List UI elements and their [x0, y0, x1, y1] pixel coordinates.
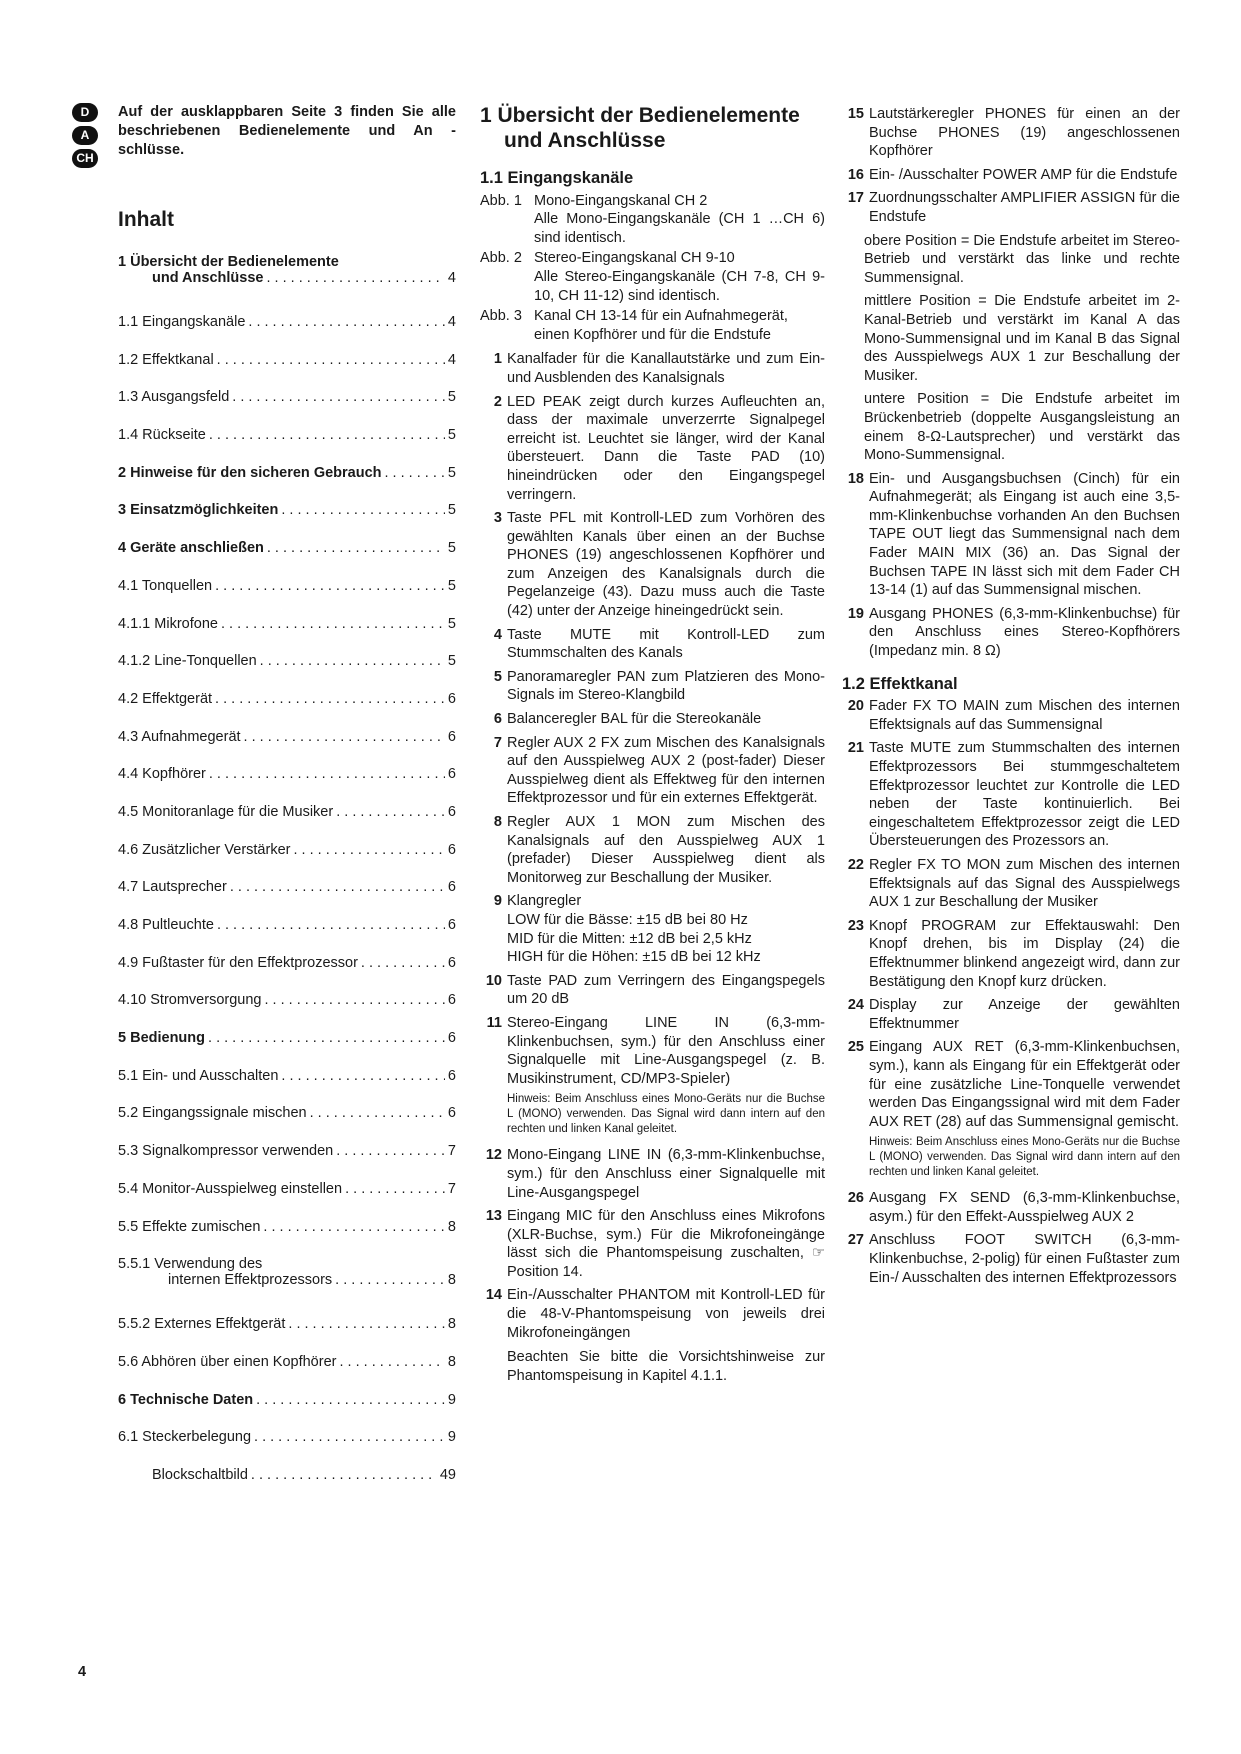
toc-page: 8 [447, 1272, 456, 1289]
toc-page: 5 [447, 464, 456, 481]
list-item [842, 1038, 1180, 1184]
toc-dots [244, 729, 445, 745]
item-text [869, 189, 1180, 226]
figure-caption [534, 307, 825, 344]
toc-dots [215, 691, 445, 707]
toc-title: Inhalt [118, 208, 174, 231]
toc-entry-label: 4.7 Lautsprecher [118, 879, 227, 896]
toc-page: 6 [447, 1067, 456, 1084]
toc-dots [267, 540, 445, 556]
figure-entry [480, 307, 825, 344]
list-item [480, 1286, 825, 1385]
toc-entry [118, 1429, 456, 1467]
toc-page: 6 [447, 1105, 456, 1122]
item-body: Fader FX TO MAIN zum Mischen des internen Effektsignals auf das Summensignal [869, 698, 1180, 733]
toc-entry-line [118, 1272, 456, 1288]
item-body: Kanalfader für die Kanallautstärke und zum Ein- und Ausblenden des Kanalsignals [507, 351, 825, 386]
list-item [842, 470, 1180, 600]
item-list [480, 350, 825, 1385]
item-number: 9 [493, 893, 502, 910]
toc-dots [385, 465, 445, 481]
item-body: Balanceregler BAL für die Stereokanäle [507, 711, 762, 728]
item-body: Regler AUX 2 FX zum Mischen des Kanalsignals auf den Ausspielweg AUX 2 (post-fader) Dieser Ausspielweg dient als Effektweg für den internen Effektprozessor und für ein externes Effektgerät. [507, 734, 825, 807]
toc-entry [118, 465, 456, 503]
toc-entry [118, 729, 456, 767]
toc-entry-label: 6.1 Steckerbelegung [118, 1429, 252, 1446]
toc-entry-label: 4.3 Aufnahmegerät [118, 728, 241, 745]
list-item [480, 1014, 825, 1141]
toc-entry-label: 3 Einsatzmöglichkeiten [118, 502, 279, 519]
item-body: Taste MUTE mit Kontroll-LED zum Stummschalten des Kanals [507, 626, 825, 662]
toc-entry-label: 5 Bedienung [118, 1030, 206, 1047]
toc-entry-label: 4.2 Effektgerät [118, 690, 213, 707]
toc-page: 6 [447, 917, 456, 933]
list-item [480, 892, 825, 966]
toc-entry-label: 4.4 Kopfhörer [118, 766, 206, 783]
item-text [869, 1189, 1180, 1226]
list-item [480, 350, 825, 387]
item-body: Panoramaregler PAN zum Platzieren des Mono-Signals im Stereo-Klangbild [507, 668, 825, 704]
toc-page: 5 [447, 502, 456, 519]
item-number: 4 [493, 626, 502, 643]
item-body: Taste PFL mit Kontroll-LED zum Vorhören des gewählten Kanals über einen an der Buchse PHONES (19) angeschlossenen Kopfhörer und zum Anzeigen des Kanalsignals durch die Pegelanzeige (43). Dazu muss auch die Taste (42) unter der Anzeige hineingedrückt sein. [507, 510, 825, 620]
toc-entry-label: 1.3 Ausgangsfeld [118, 389, 230, 406]
toc-dots [217, 352, 445, 368]
toc-entry [118, 992, 456, 1030]
toc-dots [215, 578, 445, 594]
item-body: Klangregler [507, 893, 582, 910]
item-list [842, 470, 1180, 661]
toc-dots [217, 917, 445, 933]
toc-entry-label: 6 Technische Daten [118, 1391, 254, 1408]
toc-page: 6 [447, 766, 456, 783]
item-number: 13 [485, 1208, 502, 1225]
list-item [842, 917, 1180, 991]
toc-page: 6 [447, 992, 456, 1009]
item-body: Display zur Anzeige der gewählten Effektnummer [869, 997, 1180, 1032]
switch-position: mittlere Position = Die Endstufe arbeitet im 2-Kanal-Betrieb und verstärkt im Kanal A das Mono-Summensignal und im Kanal B das Signal des Ausspielwegs AUX 1 zur Beschallung der Musiker. [864, 293, 1180, 384]
toc-page: 6 [447, 1030, 456, 1047]
toc-dots [256, 1392, 445, 1408]
toc-page: 9 [447, 1391, 456, 1408]
item-body: Taste MUTE zum Stummschalten des internen Effektprozessors Bei stummgeschaltetem Effektprozessor leuchtet zur Kontrolle die LED neben der Taste kontinuierlich. Bei eingeschaltetem Effektprozessor zeigt die LED Übersteuerungen des Prozessors an. [869, 740, 1180, 850]
toc-entry-label: 1 Übersicht der Bedienelemente [118, 254, 339, 270]
item-text [869, 996, 1180, 1033]
toc-page: 9 [447, 1429, 456, 1446]
item-number: 2 [493, 393, 502, 410]
switch-positions [842, 232, 1180, 465]
item-number: 26 [847, 1190, 864, 1207]
item-number: 3 [493, 510, 502, 527]
toc-dots [361, 955, 445, 971]
toc-entry-label: 2 Hinweise für den sicheren Gebrauch [118, 464, 382, 481]
toc-entry [118, 766, 456, 804]
toc-page: 4 [447, 270, 456, 286]
toc-entry [118, 427, 456, 465]
toc-page: 6 [447, 954, 456, 971]
figure-number: Abb. 2 [480, 250, 522, 267]
toc-entry-label: 5.1 Ein- und Ausschalten [118, 1067, 279, 1084]
toc-entry [118, 1219, 456, 1257]
toc-entry-label: 5.4 Monitor-Ausspielweg einstellen [118, 1180, 343, 1197]
list-item [480, 626, 825, 663]
toc-entry-label: 4.9 Fußtaster für den Effektprozessor [118, 954, 358, 971]
toc-entry [118, 502, 456, 540]
item-body: Eingang MIC für den Anschluss eines Mikrofons (XLR-Buchse, sym.) Für die Mikrofoneingänge lässt sich die Phantomspeisung zuschalten, ☞ Position 14. [507, 1208, 825, 1280]
item-number: 6 [493, 711, 502, 728]
item-line: LOW für die Bässe: ±15 dB bei 80 Hz [507, 911, 748, 928]
toc-page: 7 [447, 1143, 456, 1160]
toc-dots [281, 1068, 445, 1084]
list-item [842, 697, 1180, 734]
intro-text: Auf der ausklappbaren Seite 3 finden Sie alle beschriebenen Bedienelemente und An - schlüsse. [118, 104, 456, 158]
list-item [842, 856, 1180, 912]
item-number: 8 [493, 814, 502, 830]
toc-entry-label: 4.1 Tonquellen [118, 577, 213, 594]
toc-dots [209, 427, 445, 443]
toc-dots [336, 804, 445, 820]
toc-dots [221, 616, 445, 632]
item-text [869, 605, 1180, 661]
toc-entry-label: 5.5.1 Verwendung des [118, 1256, 263, 1273]
toc-entry-label: 4.8 Pultleuchte [118, 917, 214, 933]
item-body: Ein-/Ausschalter PHANTOM mit Kontroll-LED für die 48-V-Phantomspeisung von jeweils drei Mikrofoneingängen [507, 1287, 825, 1341]
list-item [842, 605, 1180, 661]
toc-entry-label: 4.5 Monitoranlage für die Musiker [118, 803, 334, 820]
toc-entry-label: 5.2 Eingangssignale mischen [118, 1105, 307, 1122]
item-text [869, 1038, 1180, 1184]
toc-entry [118, 1467, 456, 1505]
toc-dots [208, 1030, 445, 1046]
toc-entry [118, 540, 456, 578]
item-text [507, 813, 825, 887]
toc-page: 8 [447, 1218, 456, 1235]
toc-dots [260, 653, 445, 669]
list-item [480, 668, 825, 705]
item-text [507, 626, 825, 663]
item-number: 5 [493, 668, 502, 685]
toc-entry-label: 5.5.2 Externes Effektgerät [118, 1316, 286, 1333]
figure-number: Abb. 1 [480, 192, 522, 209]
item-body: Lautstärkeregler PHONES für einen an der Buchse PHONES (19) angeschlossenen Kopfhörer [869, 106, 1180, 160]
toc-page: 8 [447, 1353, 456, 1370]
toc-dots [281, 502, 445, 518]
switch-position: obere Position = Die Endstufe arbeitet im Stereo-Betrieb und verstärkt das linke und rechte Summensignal. [864, 232, 1180, 286]
item-number: 15 [847, 106, 864, 122]
toc-page: 5 [447, 577, 456, 594]
toc-entry [118, 1354, 456, 1392]
item-text [869, 166, 1180, 185]
toc-entry-label: 4.1.1 Mikrofone [118, 615, 218, 632]
toc-page: 6 [447, 690, 456, 707]
item-number: 25 [847, 1039, 864, 1056]
item-number: 16 [847, 166, 864, 183]
item-text [869, 697, 1180, 734]
list-item [480, 710, 825, 729]
item-body: Ausgang FX SEND (6,3-mm-Klinkenbuchse, asym.) für den Effekt-Ausspielweg AUX 2 [869, 1190, 1180, 1225]
toc-page: 49 [439, 1466, 456, 1483]
figure-caption [534, 192, 825, 248]
section-1-column [480, 103, 825, 1390]
toc-page: 6 [447, 879, 456, 896]
badge-ch: CH [72, 149, 98, 168]
figure-note: Alle Mono-Eingangskanäle (CH 1 …CH 6) sind identisch. [534, 211, 825, 246]
toc-entry [118, 254, 456, 314]
list-item [842, 996, 1180, 1033]
item-line: HIGH für die Höhen: ±15 dB bei 12 kHz [507, 949, 761, 966]
figure-entry [480, 192, 825, 248]
toc-dots [293, 842, 444, 858]
toc-page: 7 [447, 1180, 456, 1197]
figure-title: Kanal CH 13-14 für ein Aufnahmegerät, einen Kopfhörer und für die Endstufe [534, 308, 788, 343]
item-number: 17 [847, 190, 864, 207]
toc-entry [118, 389, 456, 427]
figure-list [480, 192, 825, 345]
figure-note: Alle Stereo-Eingangskanäle (CH 7-8, CH 9-10, CH 11-12) sind identisch. [534, 268, 825, 304]
toc-entry-label: 1.2 Effektkanal [118, 351, 214, 368]
item-text [507, 710, 825, 729]
item-text [507, 734, 825, 808]
item-body: Regler AUX 1 MON zum Mischen des Kanalsignals auf den Ausspielweg AUX 1 (prefader) Dieser Ausspielweg dient als Monitorweg zur Beschallung der Musiker. [507, 814, 825, 886]
toc-entry [118, 1316, 456, 1354]
toc-page: 6 [447, 728, 456, 745]
list-item [842, 105, 1180, 161]
item-text [507, 1207, 825, 1281]
item-list [842, 105, 1180, 227]
figure-entry [480, 249, 825, 305]
item-text [869, 1231, 1180, 1287]
toc-page: 8 [447, 1316, 456, 1333]
toc-entry-label: 4 Geräte anschließen [118, 540, 264, 557]
toc-entry-label: 4.1.2 Line-Tonquellen [118, 653, 257, 670]
item-text [507, 509, 825, 621]
item-body: Zuordnungsschalter AMPLIFIER ASSIGN für die Endstufe [869, 190, 1180, 225]
list-item [480, 393, 825, 505]
toc-dots [339, 1354, 444, 1370]
item-body: Knopf PROGRAM zur Effektauswahl: Den Knopf drehen, bis im Display (24) die Effektnummer blinkend angezeigt wird, dann zur Bestätigung den Knopf kurz drücken. [869, 917, 1180, 990]
item-body: Taste PAD zum Verringern des Eingangspegels um 20 dB [507, 972, 825, 1008]
figure-caption [534, 249, 825, 305]
subsection-title: 1.1 Eingangskanäle [480, 169, 634, 187]
list-item [842, 1231, 1180, 1287]
item-extra: Beachten Sie bitte die Vorsichtshinweise zur Phantomspeisung in Kapitel 4.1.1. [507, 1349, 825, 1384]
item-number: 22 [847, 856, 864, 873]
toc-page: 5 [447, 389, 456, 406]
toc-page: 4 [447, 351, 456, 368]
toc-page: 5 [447, 427, 456, 444]
item-number: 18 [847, 470, 864, 487]
toc-entry-line [118, 270, 456, 286]
item-body: Stereo-Eingang LINE IN (6,3-mm-Klinkenbuchsen, sym.) für den Anschluss einer Signalquelle mit Line-Ausgangspegel (z. B. Musikinstrument, CD/MP3-Spieler) [507, 1014, 825, 1087]
badge-d: D [72, 103, 98, 122]
hint-note: Hinweis: Beim Anschluss eines Mono-Geräts nur die Buchse L (MONO) verwenden. Das Signal wird dann intern auf den rechten und linken Kanal geleitet. [869, 1136, 1180, 1179]
item-number: 10 [485, 972, 502, 989]
item-text [869, 917, 1180, 991]
toc-page: 5 [447, 540, 456, 557]
toc-dots [248, 314, 445, 330]
switch-position: untere Position = Die Endstufe arbeitet im Brückenbetrieb (doppelte Ausgangsleistung an einem 8-Ω-Lautsprecher) und verstärkt das Mono-Summensignal. [864, 391, 1180, 464]
toc-dots [335, 1272, 445, 1288]
item-number: 1 [493, 351, 502, 368]
toc-dots [264, 992, 444, 1008]
toc-page: 6 [447, 841, 456, 858]
list-item [480, 972, 825, 1009]
item-number: 19 [847, 605, 864, 622]
figure-number: Abb. 3 [480, 308, 522, 325]
toc-entry [118, 804, 456, 842]
item-number: 20 [847, 698, 864, 715]
item-line: MID für die Mitten: ±12 dB bei 2,5 kHz [507, 930, 752, 947]
badge-a: A [72, 126, 98, 145]
toc-dots [345, 1181, 445, 1197]
item-text [507, 892, 825, 966]
toc-entry [118, 879, 456, 917]
list-item [480, 1146, 825, 1202]
toc-entry [118, 653, 456, 691]
item-body: Mono-Eingang LINE IN (6,3-mm-Klinkenbuchse, sym.) für den Anschluss einer Signalquelle mit Line-Ausgangspegel [507, 1147, 825, 1201]
toc-entry [118, 1256, 456, 1316]
item-body: Ein- und Ausgangsbuchsen (Cinch) für ein Aufnahmegerät; als Eingang ist auch eine 3,5-mm-Klinkenbuchse vorhanden An den Buchsen TAPE OUT liegt das Summensignal nach dem Fader MAIN MIX (36) an. Das Signal der Buchsen TAPE IN lässt sich mit dem Fader CH 13-14 (1) auf das Summensignal mischen. [869, 470, 1180, 599]
hint-note: Hinweis: Beim Anschluss eines Mono-Geräts nur die Buchse L (MONO) verwenden. Das Signal wird dann intern auf den rechten und linken Kanal geleitet. [507, 1093, 825, 1136]
item-number: 27 [847, 1232, 864, 1249]
toc-entry [118, 1105, 456, 1143]
toc-dots [310, 1105, 445, 1121]
toc-entry-label: 4.6 Zusätzlicher Verstärker [118, 841, 291, 858]
toc-page: 4 [447, 314, 456, 330]
toc-dots [263, 1219, 445, 1235]
toc-entry [118, 1068, 456, 1106]
toc-entry-label: 5.3 Signalkompressor verwenden [118, 1143, 334, 1160]
toc-entry [118, 616, 456, 654]
item-number: 12 [485, 1147, 502, 1164]
item-body: Ein- /Ausschalter POWER AMP für die Endstufe [869, 166, 1178, 183]
table-of-contents [118, 254, 456, 1505]
page-number: 4 [78, 1664, 87, 1680]
list-item [842, 739, 1180, 851]
item-number: 23 [847, 917, 864, 934]
item-body: LED PEAK zeigt durch kurzes Aufleuchten an, dass der maximale unverzerrte Signalpegel erreicht ist. Leuchtet sie länger, wird der Kanal übersteuert. Dann die Taste PAD (10) hineindrücken oder den Eingangspegel verringern. [507, 393, 825, 503]
toc-entry [118, 578, 456, 616]
toc-dots [336, 1143, 445, 1159]
item-text [869, 105, 1180, 161]
item-number: 7 [493, 734, 502, 751]
toc-dots [254, 1429, 445, 1445]
item-text [507, 1146, 825, 1202]
toc-entry-label: 4.10 Stromversorgung [118, 992, 262, 1009]
toc-entry-label: und Anschlüsse [152, 270, 264, 286]
item-text [869, 856, 1180, 912]
item-number: 14 [485, 1287, 502, 1304]
toc-dots [230, 879, 445, 895]
list-item [842, 166, 1180, 185]
toc-dots [232, 389, 445, 405]
item-text [507, 972, 825, 1009]
toc-entry [118, 1030, 456, 1068]
toc-entry-label: 5.5 Effekte zumischen [118, 1218, 261, 1235]
toc-entry [118, 314, 456, 352]
item-text [869, 739, 1180, 851]
toc-dots [266, 270, 444, 286]
section-title: 1 Übersicht der Bedienelemente und Anschlüsse [480, 104, 800, 152]
toc-entry [118, 1143, 456, 1181]
item-text [507, 393, 825, 505]
toc-entry [118, 917, 456, 955]
toc-entry [118, 1392, 456, 1430]
figure-title: Stereo-Eingangskanal CH 9-10 [534, 250, 735, 267]
list-item [842, 1189, 1180, 1226]
toc-dots [288, 1316, 445, 1332]
toc-entry-label: 1.4 Rückseite [118, 427, 206, 444]
item-list [842, 697, 1180, 1287]
list-item [480, 1207, 825, 1281]
item-text [869, 470, 1180, 600]
toc-entry [118, 352, 456, 390]
toc-page: 6 [447, 803, 456, 820]
list-item [480, 734, 825, 808]
list-item [480, 509, 825, 621]
toc-entry [118, 842, 456, 880]
item-number: 24 [847, 997, 864, 1014]
toc-entry-label: Blockschaltbild [152, 1466, 248, 1483]
section-continued-column [842, 105, 1180, 1292]
toc-dots [209, 766, 445, 782]
toc-entry [118, 955, 456, 993]
figure-title: Mono-Eingangskanal CH 2 [534, 192, 708, 209]
list-item [842, 189, 1180, 226]
item-text [507, 668, 825, 705]
list-item [480, 813, 825, 887]
toc-page: 5 [447, 653, 456, 670]
item-text [507, 1014, 825, 1141]
toc-entry-label: 5.6 Abhören über einen Kopfhörer [118, 1353, 337, 1370]
item-number: 11 [486, 1014, 502, 1031]
toc-entry-label: internen Effektprozessors [168, 1272, 333, 1289]
item-body: Ausgang PHONES (6,3-mm-Klinkenbuchse) für den Anschluss eines Stereo-Kopfhörers (Impedanz min. 8 Ω) [869, 605, 1180, 660]
item-text [507, 350, 825, 387]
toc-entry-label: 1.1 Eingangskanäle [118, 314, 246, 330]
item-body: Regler FX TO MON zum Mischen des internen Effektsignals auf das Signal des Ausspielwegs AUX 1 zur Beschallung der Musiker [869, 856, 1180, 911]
subsection-title: 1.2 Effektkanal [842, 674, 958, 693]
toc-entry [118, 1181, 456, 1219]
item-number: 21 [847, 740, 864, 757]
toc-entry [118, 691, 456, 729]
item-body: Anschluss FOOT SWITCH (6,3-mm-Klinkenbuchse, 2-polig) für einen Fußtaster zum Ein-/ Ausschalten des internen Effektprozessors [869, 1232, 1180, 1286]
item-text [507, 1286, 825, 1385]
item-body: Eingang AUX RET (6,3-mm-Klinkenbuchsen, sym.), kann als Eingang für ein Effektgerät oder für eine zusätzliche Line-Tonquelle verwendet werden Das Eingangssignal wird mit dem Fader AUX RET (28) auf das Summensignal gemischt. [869, 1039, 1180, 1130]
toc-page: 5 [447, 615, 456, 632]
country-badges [72, 103, 98, 172]
toc-dots [251, 1467, 437, 1483]
